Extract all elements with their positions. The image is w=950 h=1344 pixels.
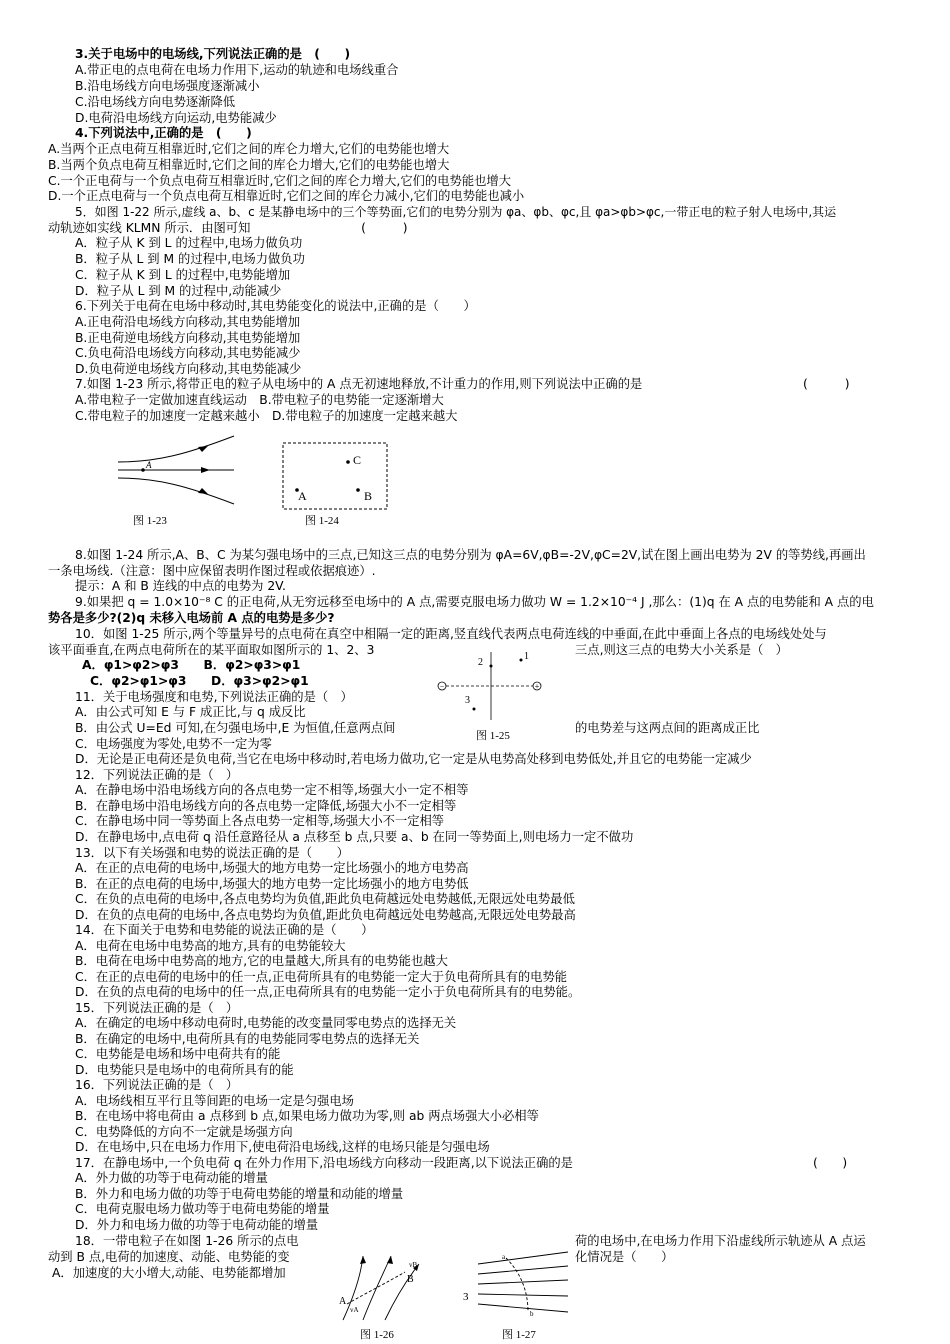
q15-option-d: D．电势能只是电场中的电荷所具有的能 xyxy=(75,1063,294,1077)
fig24-label-c: C xyxy=(353,453,362,467)
figure-1-24 xyxy=(280,440,390,512)
q10-stem-line1: 10．如图 1-25 所示,两个等量异号的点电荷在真空中相隔一定的距离,竖直线代表两点电荷连线的中垂面,在此中垂面上各点的电场线处处与 xyxy=(75,627,827,641)
q15-option-a: A．在确定的电场中移动电荷时,电势能的改变量同零电势点的选择无关 xyxy=(75,1016,457,1030)
q6-option-c: C.负电荷沿电场线方向移动,其电势能减少 xyxy=(75,346,301,360)
fig26-label-vb: vB xyxy=(409,1261,418,1269)
fig27-label-a: a xyxy=(502,1253,506,1261)
q18-stem-line2b: 化情况是（ ） xyxy=(575,1250,674,1264)
q4-stem: 4.下列说法中,正确的是 ( ) xyxy=(75,126,252,140)
q12-option-c: C．在静电场中同一等势面上各点电势一定相等,场强大小不一定相等 xyxy=(75,814,445,828)
q7-options-ab: A.带电粒子一定做加速直线运动 B.带电粒子的电势能一定逐渐增大 xyxy=(75,393,444,407)
q6-option-b: B.正电荷逆电场线方向移动,其电势能增加 xyxy=(75,331,301,345)
q16-option-b: B．在电场中将电荷由 a 点移到 b 点,如果电场力做功为零,则 ab 两点场强大小必相等 xyxy=(75,1109,539,1123)
figure-1-26-caption: 图 1-26 xyxy=(360,1329,394,1341)
q13-option-a: A．在正的点电荷的电场中,场强大的地方电势一定比场强小的地方电势高 xyxy=(75,861,469,875)
q17-option-d: D．外力和电场力做的功等于电荷动能的增量 xyxy=(75,1218,319,1232)
fig25-label-3: 3 xyxy=(465,695,470,706)
q10-options-ab: A．φ1>φ2>φ3 B．φ2>φ3>φ1 xyxy=(82,658,301,672)
fig24-point-b xyxy=(356,488,360,492)
q18-option-a: A．加速度的大小增大,动能、电势能都增加 xyxy=(52,1266,286,1280)
q11-option-a: A．由公式可知 E 与 F 成正比,与 q 成反比 xyxy=(75,705,306,719)
figure-1-23 xyxy=(112,432,242,510)
q5-option-d: D．粒子从 L 到 M 的过程中,动能减少 xyxy=(75,284,282,298)
q11-stem: 11．关于电场强度和电势,下列说法正确的是（ ） xyxy=(75,690,353,704)
q14-option-c: C．在正的点电荷的电场中的任一点,正电荷所具有的电势能一定大于负电荷所具有的电势能 xyxy=(75,970,568,984)
fig26-label-b: B xyxy=(407,1274,414,1285)
q15-option-b: B．在确定的电场中,电荷所具有的电势能同零电势点的选择无关 xyxy=(75,1032,420,1046)
figure-1-27-caption: 图 1-27 xyxy=(502,1329,536,1341)
q14-stem: 14．在下面关于电势和电势能的说法正确的是（ ） xyxy=(75,923,374,937)
q12-option-b: B．在静电场中沿电场线方向的各点电势一定降低,场强大小不一定相等 xyxy=(75,799,457,813)
q16-option-d: D．在电场中,只在电场力作用下,使电荷沿电场线,这样的电场只能是匀强电场 xyxy=(75,1140,490,1154)
q13-stem: 13．以下有关场强和电势的说法正确的是（ ） xyxy=(75,846,349,860)
figure-1-23-caption: 图 1-23 xyxy=(133,515,167,527)
q3-stem: 3.关于电场中的电场线,下列说法正确的是 ( ) xyxy=(75,47,351,61)
figure-1-25-caption: 图 1-25 xyxy=(476,730,510,742)
figure-1-25 xyxy=(432,648,547,728)
fig25-left-charge: − xyxy=(439,682,445,691)
q9-stem-line2: 势各是多少?(2)q 未移入电场前 A 点的电势是多少? xyxy=(48,611,335,625)
q18-stem-line2: 动到 B 点,电荷的加速度、动能、电势能的变 xyxy=(48,1250,290,1264)
q13-option-c: C．在负的点电荷的电场中,各点电势均为负值,距此负电荷越远处电势越低,无限远处电势最低 xyxy=(75,892,575,906)
q16-option-c: C．电势降低的方向不一定就是场强方向 xyxy=(75,1125,293,1139)
q11-option-b: B．由公式 U=Ed 可知,在匀强电场中,E 为恒值,任意两点间 xyxy=(75,721,396,735)
fig24-label-a: A xyxy=(298,489,307,503)
q11-option-b-cont: 的电势差与这两点间的距离成正比 xyxy=(575,721,760,735)
fig25-label-2: 2 xyxy=(478,657,483,668)
q7-stem: 7.如图 1-23 所示,将带正电的粒子从电场中的 A 点无初速地释放,不计重力的作用,则下列说法中正确的是 xyxy=(75,377,643,391)
q18-stem-line1b: 荷的电场中,在电场力作用下沿虚线所示轨迹从 A 点运 xyxy=(575,1234,866,1248)
q15-stem: 15．下列说法正确的是（ ） xyxy=(75,1001,239,1015)
q4-option-a: A.当两个正点电荷互相靠近时,它们之间的库仑力增大,它们的电势能也增大 xyxy=(48,142,450,156)
figure-1-27 xyxy=(458,1250,573,1322)
q4-option-b: B.当两个负点电荷互相靠近时,它们之间的库仑力增大,它们的电势能也增大 xyxy=(48,158,450,172)
q14-option-a: A．电荷在电场中电势高的地方,具有的电势能较大 xyxy=(75,939,346,953)
q7-options-cd: C.带电粒子的加速度一定越来越小 D.带电粒子的加速度一定越来越大 xyxy=(75,409,458,423)
q13-option-b: B．在正的点电荷的电场中,场强大的地方电势一定比场强小的地方电势低 xyxy=(75,877,469,891)
q17-answer-bracket: ( ) xyxy=(813,1156,848,1170)
fig26-label-a: A xyxy=(339,1296,347,1307)
fig25-right-charge: + xyxy=(534,682,540,691)
q7-answer-bracket: ( ) xyxy=(803,377,850,391)
q16-stem: 16．下列说法正确的是（ ） xyxy=(75,1078,239,1092)
q5-option-b: B．粒子从 L 到 M 的过程中,电场力做负功 xyxy=(75,252,305,266)
q5-option-a: A．粒子从 K 到 L 的过程中,电场力做负功 xyxy=(75,236,303,250)
q3-option-d: D.电荷沿电场线方向运动,电势能减少 xyxy=(75,111,277,125)
q10-stem-line2: 该平面垂直,在两点电荷所在的某平面取如图所示的 1、2、3 xyxy=(48,643,375,657)
figure-1-24-caption: 图 1-24 xyxy=(305,515,339,527)
q8-hint: 提示：A 和 B 连线的中点的电势为 2V. xyxy=(75,579,286,593)
q3-option-b: B.沿电场线方向电场强度逐渐减小 xyxy=(75,79,260,93)
q18-stem-line1: 18．一带电粒子在如图 1-26 所示的点电 xyxy=(75,1234,299,1248)
fig25-label-1: 1 xyxy=(524,651,529,662)
q17-option-b: B．外力和电场力做的功等于电荷电势能的增量和动能的增量 xyxy=(75,1187,404,1201)
q10-stem-line2b: 三点,则这三点的电势大小关系是（ ） xyxy=(575,643,788,657)
fig27-label-b: b xyxy=(530,1310,534,1318)
q17-stem: 17．在静电场中,一个负电荷 q 在外力作用下,沿电场线方向移动一段距离,以下说法正确的是 xyxy=(75,1156,573,1170)
q4-option-c: C.一个正电荷与一个负点电荷互相靠近时,它们之间的库仑力增大,它们的电势能也增大 xyxy=(48,174,512,188)
q5-option-c: C．粒子从 K 到 L 的过程中,电势能增加 xyxy=(75,268,291,282)
q8-stem-line1: 8.如图 1-24 所示,A、B、C 为某匀强电场中的三点,已知这三点的电势分别为 φA=6V,φB=-2V,φC=2V,试在图上画出电势为 2V 的等势线,再画出 xyxy=(75,548,866,562)
q12-option-a: A．在静电场中沿电场线方向的各点电势一定不相等,场强大小一定不相等 xyxy=(75,783,469,797)
q5-stem-line2: 动轨迹如实线 KLMN 所示．由图可知 ( ) xyxy=(48,221,408,235)
fig24-label-b: B xyxy=(364,489,373,503)
q8-stem-line2: 一条电场线.（注意：图中应保留表明作图过程或依据痕迹）. xyxy=(48,564,376,578)
q9-stem-line1: 9.如果把 q = 1.0×10⁻⁸ C 的正电荷,从无穷远移至电场中的 A 点,需要克服电场力做功 W = 1.2×10⁻⁴ J ,那么：(1)q 在 A 点的电势能和 A 点的电 xyxy=(75,595,874,609)
q6-option-a: A.正电荷沿电场线方向移动,其电势能增加 xyxy=(75,315,301,329)
q14-option-d: D．在负的点电荷的电场中的任一点,正电荷所具有的电势能一定小于负电荷所具有的电势能。 xyxy=(75,985,581,999)
q11-option-c: C．电场强度为零处,电势不一定为零 xyxy=(75,737,272,751)
fig24-point-c xyxy=(346,460,350,464)
q12-option-d: D．在静电场中,点电荷 q 沿任意路径从 a 点移至 b 点,只要 a、b 在同一等势面上,则电场力一定不做功 xyxy=(75,830,634,844)
q12-stem: 12．下列说法正确的是（ ） xyxy=(75,768,239,782)
q4-option-d: D.一个正点电荷与一个负点电荷互相靠近时,它们之间的库仑力减小,它们的电势能也减小 xyxy=(48,189,525,203)
fig26-label-va: vA xyxy=(350,1306,359,1314)
q5-stem-line1: 5．如图 1-22 所示,虚线 a、b、c 是某静电场中的三个等势面,它们的电势分别为 φa、φb、φc,且 φa>φb>φc,一带正电的粒子射人电场中,其运 xyxy=(75,205,837,219)
q10-options-cd: C．φ2>φ1>φ3 D．φ3>φ2>φ1 xyxy=(90,674,309,688)
q17-option-a: A．外力做的功等于电荷动能的增量 xyxy=(75,1171,268,1185)
figure-1-26 xyxy=(333,1254,433,1324)
fig27-label-3: 3 xyxy=(463,1291,469,1303)
q3-option-c: C.沿电场线方向电势逐渐降低 xyxy=(75,95,236,109)
q3-option-a: A.带正电的点电荷在电场力作用下,运动的轨迹和电场线重合 xyxy=(75,63,399,77)
q17-option-c: C．电荷克服电场力做功等于电荷电势能的增量 xyxy=(75,1202,330,1216)
q11-option-d: D．无论是正电荷还是负电荷,当它在电场中移动时,若电场力做功,它一定是从电势高处移到电势低处,并且它的电势能一定减少 xyxy=(75,752,752,766)
q14-option-b: B．电荷在电场中电势高的地方,它的电量越大,所具有的电势能也越大 xyxy=(75,954,448,968)
q6-option-d: D.负电荷逆电场线方向移动,其电势能减少 xyxy=(75,362,302,376)
q15-option-c: C．电势能是电场和场中电荷共有的能 xyxy=(75,1047,281,1061)
q6-stem: 6.下列关于电荷在电场中移动时,其电势能变化的说法中,正确的是（ ） xyxy=(75,299,476,313)
q13-option-d: D．在负的点电荷的电场中,各点电势均为负值,距此负电荷越远处电势越高,无限远处电势最高 xyxy=(75,908,576,922)
q16-option-a: A．电场线相互平行且等间距的电场一定是匀强电场 xyxy=(75,1094,354,1108)
fig23-point-a-label: A xyxy=(146,460,152,470)
